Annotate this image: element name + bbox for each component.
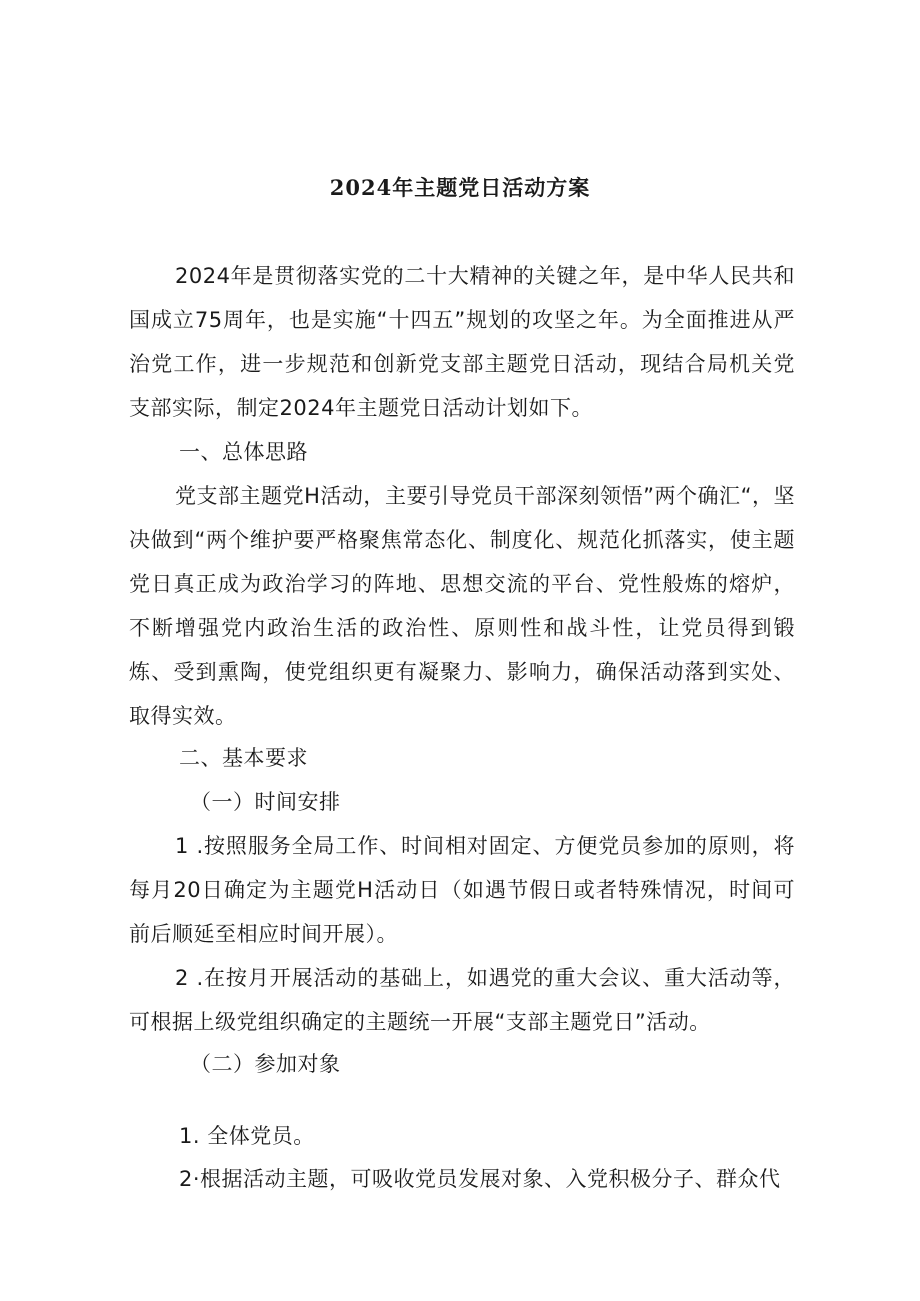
schedule-item-2: 2 .在按月开展活动的基础上，如遇党的重大会议、重大活动等，可根据上级党组织确定的主题统一开展“支部主题党日”活动。 <box>129 966 795 1034</box>
participants-item-2: 2·根据活动主题，可吸收党员发展对象、入党积极分子、群众代 <box>179 1167 781 1191</box>
document-title: 2024年主题党日活动方案 <box>329 175 591 200</box>
section-body-overall-approach: 党支部主题党H活动，主要引导党员干部深刻领悟”两个确汇“，坚决做到“两个维护要严格聚焦常态化、制度化、规范化抓落实，使主题党日真正成为政治学习的阵地、思想交流的平台、党性般炼的熔炉，不断增强党内政治生活的政治性、原则性和战斗性，让党员得到锻炼、受到熏陶，使党组织更有凝聚力、影响力，确保活动落到实处、取得实效。 <box>129 484 795 728</box>
subsection-heading-schedule: （一）时间安排 <box>190 790 341 814</box>
intro-paragraph: 2024年是贯彻落实党的二十大精神的关键之年，是中华人民共和国成立75周年，也是实施“十四五”规划的攻坚之年。为全面推进从严治党工作，进一步规范和创新党支部主题党日活动，现结合局机关党支部实际，制定2024年主题党日活动计划如下。 <box>129 264 795 420</box>
section-heading-overall-approach: 一、总体思路 <box>179 440 308 464</box>
section-heading-basic-requirements: 二、基本要求 <box>179 746 308 770</box>
participants-item-1: 1. 全体党员。 <box>179 1124 315 1148</box>
schedule-item-1: 1 .按照服务全局工作、时间相对固定、方便党员参加的原则，将每月20日确定为主题党H活动日（如遇节假日或者特殊情况，时间可前后顺延至相应时间开展）。 <box>129 834 795 946</box>
subsection-heading-participants: （二）参加对象 <box>190 1052 341 1076</box>
